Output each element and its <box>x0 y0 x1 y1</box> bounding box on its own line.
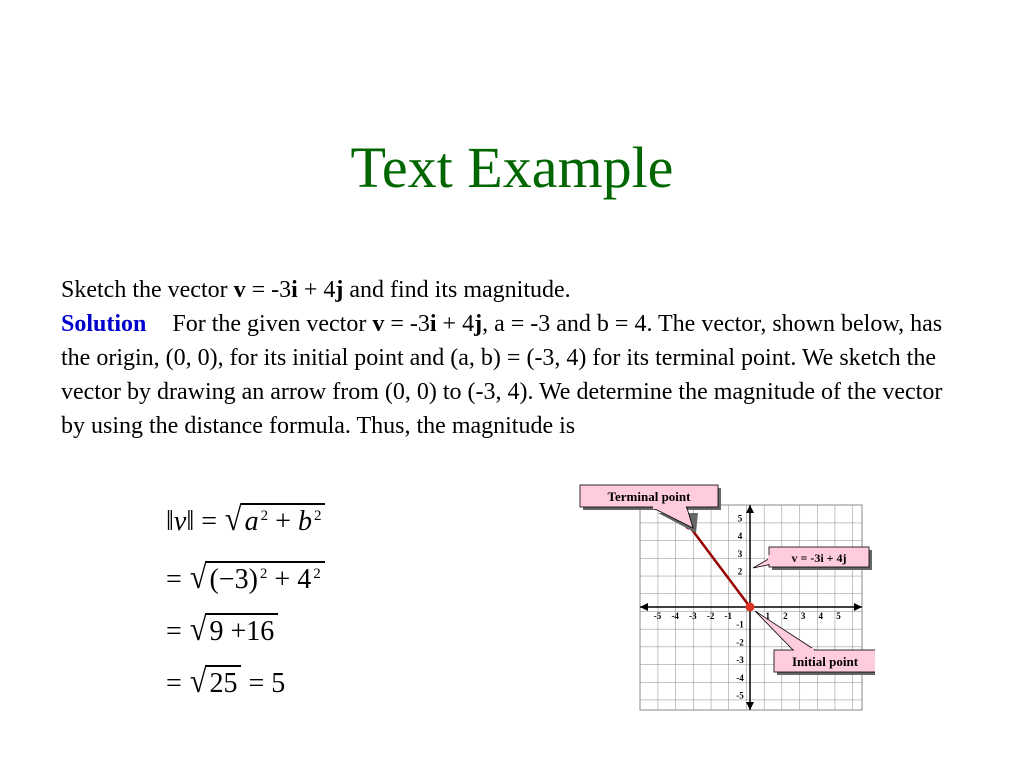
solution-text-a: For the given vector <box>172 311 373 337</box>
equation-line-2 <box>166 558 325 600</box>
eq1-equals: = <box>201 506 217 537</box>
x-tick-label: 2 <box>783 611 788 621</box>
solution-paragraph <box>61 307 961 443</box>
y-tick-label: -5 <box>736 690 744 701</box>
solution-text-d: , a = -3 and b = 4. The vector, shown below, has the origin, (0, 0), for its initial point and (a, b) = (-3, 4) for its terminal point. We sketch the vector by drawing an arrow from (0, 0) to (-3, 4). We determine the magnitude of the vector by using the distance formula. Thus, the magnitude is <box>61 311 943 439</box>
svg-text:v = -3i + 4j: v = -3i + 4j <box>791 551 847 565</box>
sqrt-icon: √ <box>189 663 207 700</box>
problem-i: i <box>291 277 298 303</box>
eq3-radicand: 9 +16 <box>205 613 278 649</box>
x-tick-label: 5 <box>836 611 841 621</box>
eq4-result: 5 <box>271 668 286 699</box>
y-tick-label: 2 <box>737 566 743 577</box>
eq4-radicand: 25 <box>205 665 241 701</box>
x-tick-label: -4 <box>671 611 679 621</box>
problem-j: j <box>335 277 344 303</box>
problem-text-c: + 4 <box>297 277 336 303</box>
problem-text-a: Sketch the vector <box>61 277 234 303</box>
x-tick-label: -2 <box>706 611 715 621</box>
sqrt-icon: √ <box>189 559 207 596</box>
eq3-equals: = <box>166 616 182 647</box>
problem-statement <box>61 273 961 307</box>
solution-j: j <box>474 311 483 337</box>
equation-line-4 <box>166 662 285 704</box>
y-tick-label: -1 <box>736 619 744 630</box>
norm-right: ‖ <box>186 506 195 537</box>
eq4-equals: = <box>166 668 182 699</box>
y-tick-label: -2 <box>736 637 744 648</box>
y-tick-label: 4 <box>737 531 743 542</box>
slide-title: Text Example <box>350 135 674 200</box>
solution-label: Solution <box>61 311 147 337</box>
svg-text:Initial point: Initial point <box>791 654 859 669</box>
eq1-v: v <box>173 506 187 537</box>
y-tick-label: 5 <box>737 513 743 524</box>
eq2-equals: = <box>166 564 182 595</box>
solution-text-b: = -3 <box>384 311 430 337</box>
y-tick-label: 3 <box>737 548 743 559</box>
svg-text:Terminal point: Terminal point <box>607 489 691 504</box>
x-tick-label: -5 <box>653 611 662 621</box>
eq2-radicand: (−3) $^2$ + 4 $^2$ <box>205 561 324 597</box>
norm-left: ‖ <box>166 506 174 537</box>
vector-diagram <box>575 480 875 715</box>
eq4-equals-2: = <box>248 668 265 699</box>
x-tick-label: -1 <box>724 611 733 621</box>
problem-text-d: and find its magnitude. <box>343 277 571 303</box>
x-tick-label: -3 <box>689 611 697 621</box>
x-tick-label: 3 <box>800 611 806 621</box>
initial-point-marker <box>746 603 755 612</box>
sqrt-icon: √ <box>189 611 207 648</box>
y-tick-label: -3 <box>736 655 744 666</box>
equation-line-1 <box>166 500 325 542</box>
sqrt-icon: √ <box>224 501 242 538</box>
solution-i: i <box>429 311 437 337</box>
vector-callout <box>753 547 872 570</box>
solution-v: v <box>372 311 385 337</box>
problem-v: v <box>233 277 246 303</box>
x-tick-label: 4 <box>818 611 824 621</box>
problem-text-b: = -3 <box>245 277 292 303</box>
solution-text-c: + 4 <box>436 311 475 337</box>
x-tick-label: 1 <box>765 611 770 621</box>
eq1-radicand: a $^2$ + b $^2$ <box>241 503 326 539</box>
equation-line-3 <box>166 610 278 652</box>
y-tick-label: -4 <box>736 672 744 683</box>
